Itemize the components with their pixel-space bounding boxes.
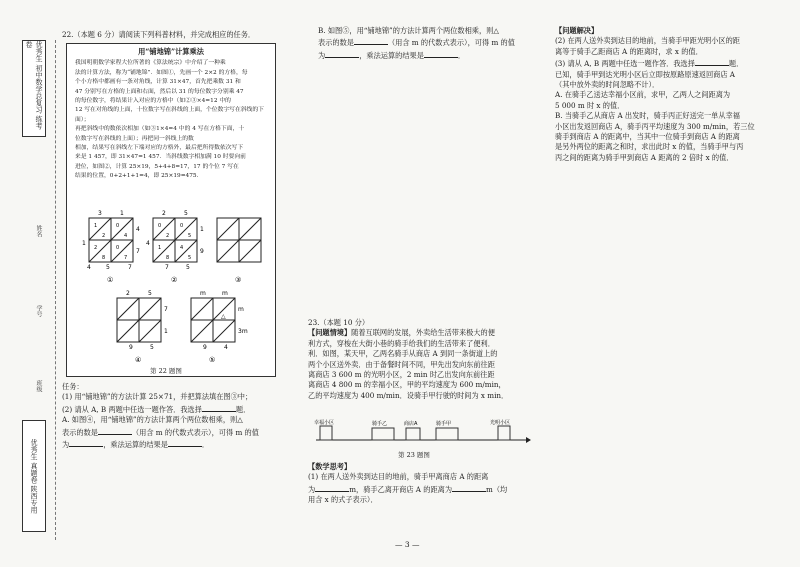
fig4-bottom-0: 9 [129, 344, 133, 351]
material-line-11: 结果的位置，0+2+1+1=4，即 25×19=475． [75, 173, 203, 180]
fig1-cell-0: 1 [94, 223, 98, 229]
fig2-grid [146, 210, 204, 284]
material-line-4: 的每位数字，将结果计入对应的方格中（如②③×4=12 中的 [75, 98, 231, 105]
situation-line-5: 离商店 4 800 m 的幸福小区，甲的平均速度为 600 m/min， [308, 380, 506, 390]
q22-figure [67, 206, 275, 376]
fig1-cell-6: 0 [116, 245, 120, 251]
fig1-top-1: 1 [120, 210, 124, 217]
q22b-line2a: 表示的数是 [318, 38, 354, 48]
map-label-guangming: 光明小区 [490, 420, 511, 426]
p3-line-4: B. 当骑手乙从商店 A 出发时，骑手丙正好送完一单从幸福 [555, 111, 740, 121]
fig2-left-0: 4 [146, 240, 150, 247]
p3-line-8: 丙之间的距离为骑手甲到商店 A 距离的 2 倍时 x 的值． [555, 152, 734, 162]
q22-tasks [62, 382, 287, 450]
q22b-line3c: ． [457, 50, 466, 60]
p3-line-0: 已知，骑手甲到达光明小区后立即按原路原速返回商店 A [555, 69, 735, 79]
material-line-7: 位数字写在斜线的上面）；再把同一斜线上的数 [75, 135, 194, 142]
think1d: m（均 [486, 484, 508, 494]
taskA-2b-text: （用含 m 的代数式表示），可得 m 的值 [131, 427, 259, 437]
binding-line [55, 40, 56, 540]
situation-line-4: 离商店 3 600 m 的光明小区，2 min 时乙出发向东前往距 [308, 370, 495, 380]
map-label-xingfu: 幸福小区 [314, 420, 335, 426]
fig1-right-0: 4 [136, 226, 140, 233]
fig1-left-0: 1 [82, 240, 86, 247]
dist-b-blank[interactable] [452, 483, 486, 492]
taskA-3 [62, 438, 287, 450]
think1-line3: 用含 x 的式子表示）． [308, 495, 378, 505]
task2 [62, 403, 287, 415]
q23-think [308, 462, 538, 506]
q23-situation [308, 328, 538, 401]
situation-line-2: 利．如图，某天甲，乙两名骑手从商店 A 到同一条街道上的 [308, 349, 498, 359]
material-title: 用“铺地锦”计算乘法 [138, 47, 204, 56]
fig5-triangle: △ [221, 313, 226, 320]
series-tab-bottom-text: 优秀生 真题卷 陕西专用 [30, 438, 38, 514]
fig4-top-1: 5 [148, 290, 152, 297]
b-triangle-blank[interactable] [354, 36, 388, 45]
fig1-cell-4: 2 [94, 245, 98, 251]
fig5-top-0: m [200, 290, 206, 297]
fig5-grid [191, 290, 248, 364]
p3-line-5: 小区出发返回商店 A，骑手丙平均速度为 300 m/min，若三位 [555, 121, 755, 131]
q22b-line2b: （用含 m 的代数式表示），可得 m 的值 [387, 38, 515, 48]
taskA-2 [62, 426, 287, 438]
task2-text: (2) 请从 A, B 两题中任选一题作答．我选择 [62, 404, 202, 414]
q22-material-box [66, 43, 276, 377]
fig1-grid [82, 210, 140, 284]
fig2-label: ② [171, 276, 178, 284]
fig4-right-1: 1 [164, 328, 168, 335]
p2-line2: 离等于骑手乙距商店 A 的距离时，求 x 的值． [555, 46, 703, 56]
p3-line-6: 骑手到商店 A 的距离中，当其中一位骑手到商店 A 的距离 [555, 132, 740, 142]
map-label-rider-b: 骑手乙 [372, 421, 388, 427]
q22b-block [318, 26, 533, 61]
taskA-1: A. 如图④，用“铺地锦”的方法计算两个两位数相乘，则△ [62, 415, 243, 425]
fig2-cell-2: 0 [180, 223, 184, 229]
material-text [67, 57, 275, 181]
b-result-blank[interactable] [424, 49, 458, 58]
fig1-bottom-1: 5 [106, 264, 110, 271]
fig5-label: ⑤ [209, 356, 216, 364]
taskA-3c-text: ． [201, 440, 210, 450]
b-m-blank[interactable] [325, 49, 359, 58]
situation-line-6: 乙的平均速度为 400 m/min．设骑手甲行驶的时间为 x min． [308, 390, 509, 400]
q22b-line2 [318, 36, 533, 48]
class-label: 班级 [35, 380, 42, 392]
name-label: 姓名 [35, 225, 42, 237]
q23-map [312, 418, 532, 448]
fig2-cell-4: 1 [158, 245, 162, 251]
fig2-cell-1: 2 [166, 233, 170, 239]
fig5-right-1: 3m [238, 328, 248, 335]
fig2-right-0: 1 [200, 226, 204, 233]
fig4-grid [117, 290, 168, 364]
p3-lines [555, 70, 785, 164]
material-line-5: 12 写在对角线的上面，十位数字写在斜线的上面，个位数字写在斜线的下面）； [75, 107, 264, 123]
think-label: 【数学思考】 [308, 462, 352, 471]
taskA-2-text: 表示的数是 [62, 427, 98, 437]
p3a: (3) 请从 A, B 两题中任选一题作答．我选择 [555, 59, 695, 69]
m-blank[interactable] [69, 438, 103, 447]
p3b: 题． [728, 59, 744, 69]
q22-header: 22.（本题 6 分）请阅读下列科普材料，并完成相应的任务． [62, 30, 256, 39]
fig5-right-0: m [238, 306, 244, 313]
q23-fig-caption: 第 23 题图 [398, 451, 430, 459]
map-label-shop: 商店A [404, 421, 418, 427]
task2-suffix: 题． [235, 404, 251, 414]
material-line-1: 法的计算方法，称为“铺地锦”．如图①，先画一个 2×2 的方格，每 [75, 69, 248, 76]
triangle-blank[interactable] [98, 426, 132, 435]
material-line-2: 个小方格中都画有一条对角线，计算 31×47，首先把乘数 31 和 [75, 79, 241, 86]
fig2-cell-3: 5 [188, 233, 192, 239]
result-blank[interactable] [168, 438, 202, 447]
solve-label: 【问题解决】 [555, 26, 599, 35]
p3-line-7: 是另外两位的距离之和时，求出此时 x 的值，当骑手甲与丙 [555, 142, 744, 152]
fig5-top-1: m [222, 290, 228, 297]
p3-line [555, 57, 785, 69]
fig1-top-0: 3 [98, 210, 102, 217]
fig4-label: ④ [135, 356, 142, 364]
fig1-cell-2: 0 [116, 223, 120, 229]
fig1-bottom-2: 7 [128, 264, 132, 271]
think1-line2 [308, 483, 538, 495]
fig1-bottom-0: 4 [87, 264, 91, 271]
fig1-cell-1: 2 [102, 233, 106, 239]
think1b: 为 [308, 484, 316, 494]
fig1-cell-5: 8 [102, 255, 106, 261]
shop-a-icon [406, 428, 420, 440]
fig2-bottom-1: 5 [186, 264, 190, 271]
series-tab-top [22, 40, 46, 137]
fig2-cell-7: 5 [188, 255, 192, 261]
fig2-cell-6: 4 [180, 245, 184, 251]
fig2-cell-0: 0 [158, 223, 162, 229]
think1c: m，骑手乙离开商店 A 的距离为 [349, 484, 453, 494]
fig1-right-1: 7 [136, 248, 140, 255]
q23-header: 23.（本题 10 分） [308, 318, 370, 327]
task1: (1) 用“铺地锦”的方法计算 25×71，并把算法填在图③中； [62, 392, 253, 402]
fig2-top-0: 2 [162, 210, 166, 217]
situation-line-3: 两个小区送外卖．由于备餐时间不同，甲先出发向东前往距 [308, 359, 495, 369]
situation-line-1: 利方式，穿梭在大街小巷的骑手给我们的生活带来了便利． [308, 338, 495, 348]
series-tab-bottom [22, 420, 46, 532]
p3-choice-blank[interactable] [695, 57, 729, 66]
q22-fig-caption: 第 22 题图 [150, 367, 182, 375]
q22b-line3 [318, 49, 533, 61]
p2-line1: (2) 在两人送外卖到达目的地前，当骑手甲距光明小区的距 [555, 36, 740, 46]
q22b-line3a: 为 [318, 50, 326, 60]
situation-text-0: 随着互联网的发展，外卖给生活带来极大的便 [351, 328, 495, 338]
map-label-rider-a: 骑手甲 [436, 421, 452, 427]
dist-a-blank[interactable] [315, 483, 349, 492]
right-column [555, 26, 785, 163]
material-line-9: 来是 1 457，即 31×47=1 457．当斜线数字相加满 10 时要向前 [75, 154, 246, 161]
choice-blank[interactable] [202, 403, 236, 412]
page-number: — 3 — [395, 540, 420, 549]
material-line-10: 进位，如图②，计算 25×19，5+4+8=17，17 的个位 7 写在 [75, 163, 239, 170]
p3-line-3: 5 000 m 时 x 的值． [555, 100, 625, 110]
rider-b-icon [372, 428, 394, 440]
fig5-bottom-0: 9 [203, 344, 207, 351]
material-line-0: 我国明朝数学家程大位所著的《算法统宗》中介绍了一种乘 [75, 60, 226, 67]
fig1-label: ① [107, 276, 114, 284]
fig2-right-1: 9 [200, 248, 204, 255]
p3-line-2: A. 在骑手乙送达幸福小区前，求甲，乙两人之间距离为 [555, 90, 731, 100]
situation-line-0 [308, 328, 538, 338]
taskA-3b-text: ，乘法运算的结果是 [103, 440, 168, 450]
fig1-cell-7: 7 [124, 255, 128, 261]
series-tab-top-text: 优秀生 初中数学总复习 练考卷 [25, 41, 43, 130]
fig2-bottom-0: 7 [165, 264, 169, 271]
q23-block [308, 318, 538, 401]
id-label: 学号 [35, 305, 42, 317]
fig2-cell-5: 8 [166, 255, 170, 261]
q22b-line3b: ，乘法运算的结果是 [359, 50, 424, 60]
fig3-label: ③ [235, 276, 242, 284]
guangming-building [498, 426, 510, 440]
fig3-grid [217, 218, 261, 284]
material-line-3: 47 分别写在方格的上面和右面，然后以 31 的每位数字分别乘 47 [75, 88, 244, 95]
xingfu-building [320, 426, 332, 440]
fig4-right-0: 7 [164, 306, 168, 313]
material-line-8: 相加，结果写在斜线左下端对应的方格外，最后把所得数依次写下 [75, 145, 244, 152]
fig1-cell-3: 4 [124, 233, 128, 239]
q22b-line1: B. 如图⑤，用“铺地锦”的方法计算两个两位数相乘，则△ [318, 26, 499, 35]
p3-line-1: （其中放外卖的时间忽略不计）． [555, 80, 660, 90]
fig4-top-0: 2 [126, 290, 130, 297]
fig2-top-1: 5 [184, 210, 188, 217]
taskA-3-text: 为 [62, 440, 70, 450]
fig4-bottom-1: 5 [150, 344, 154, 351]
situation-label: 【问题情境】 [308, 328, 352, 338]
fig5-bottom-1: 4 [224, 344, 228, 351]
think1-line1: (1) 在两人送外卖到达目的地前，骑手甲离商店 A 的距离 [308, 472, 489, 482]
material-line-6: 再把斜线中的数依次相加（如③1×4=4 中的 4 写在方格下面，十 [75, 126, 245, 133]
rider-a-icon [436, 428, 458, 440]
task-title: 任务： [62, 382, 84, 391]
